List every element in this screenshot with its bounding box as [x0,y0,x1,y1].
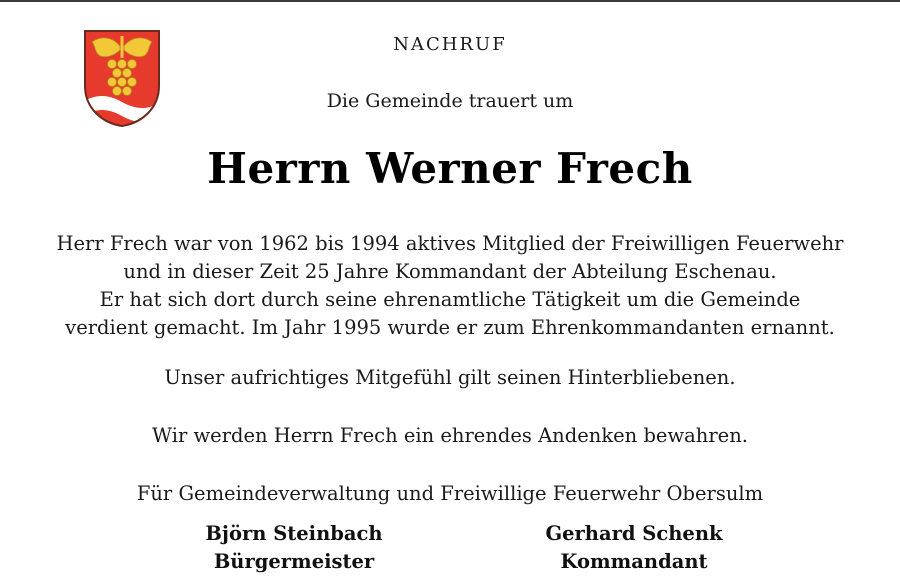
signatory-commander [484,520,784,576]
biography-line: und in dieser Zeit 25 Jahre Kommandant der Abteilung Eschenau. [123,260,777,283]
deceased-name: Herrn Werner Frech [207,144,693,193]
biography-line: Herr Frech war von 1962 bis 1994 aktives Mitglied der Freiwilligen Feuerwehr [56,232,844,255]
signatory-role: Kommandant [560,550,708,573]
intro-text: Die Gemeinde trauert um [326,90,574,112]
on-behalf-text: Für Gemeindeverwaltung und Freiwillige Feuerwehr Obersulm [136,482,764,505]
sympathy-text: Unser aufrichtiges Mitgefühl gilt seinen Hinterbliebenen. [164,366,736,389]
signatory-name: Gerhard Schenk [545,522,723,545]
signatory-name: Björn Steinbach [205,522,383,545]
remembrance-text: Wir werden Herrn Frech ein ehrendes Andenken bewahren. [152,424,748,447]
signatory-mayor [144,520,444,576]
top-border [0,0,900,2]
signatory-role: Bürgermeister [213,550,375,573]
biography-line: Er hat sich dort durch seine ehrenamtliche Tätigkeit um die Gemeinde [99,288,801,311]
biography-paragraph [20,230,880,342]
biography-line: verdient gemacht. Im Jahr 1995 wurde er zum Ehrenkommandanten ernannt. [65,316,835,339]
notice-heading: NACHRUF [393,34,507,55]
